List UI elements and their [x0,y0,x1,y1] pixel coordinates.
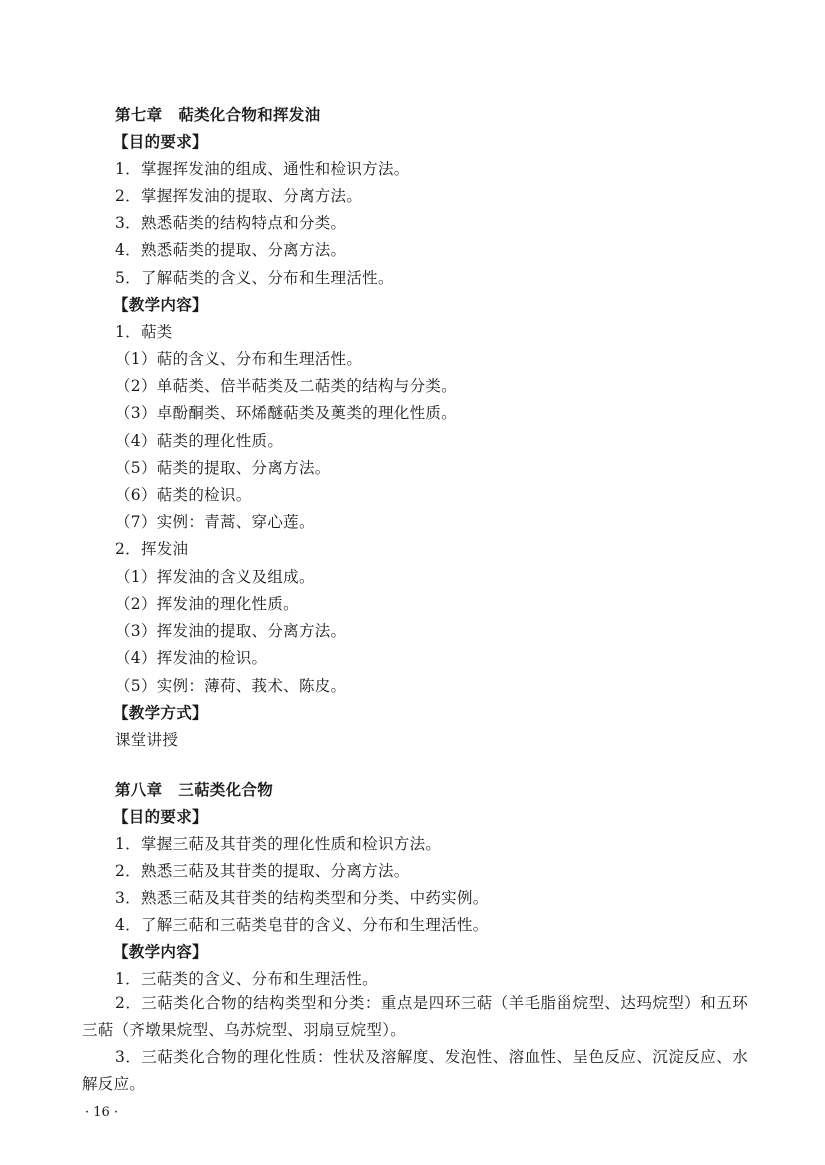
chapter7-content-item: （2）单萜类、倍半萜类及二萜类的结构与分类。 [115,377,457,395]
chapter7-goals-heading: 【目的要求】 [113,133,208,151]
chapter7-content-item: （2）挥发油的理化性质。 [115,595,299,613]
chapter7-content-item: （3）卓酚酮类、环烯醚萜类及薁类的理化性质。 [115,404,457,422]
chapter7-content-heading: 【教学内容】 [113,296,208,314]
chapter7-content-item: （4）萜类的理化性质。 [115,432,284,450]
chapter7-method-heading: 【教学方式】 [113,704,208,722]
chapter7-goal-item: 4．熟悉萜类的提取、分离方法。 [115,241,347,259]
chapter7-content-item: （5）萜类的提取、分离方法。 [115,459,331,477]
chapter8-content-paragraph: 2．三萜类化合物的结构类型和分类：重点是四环三萜（羊毛脂甾烷型、达玛烷型）和五环三萜（齐墩果烷型、乌苏烷型、羽扇豆烷型）。 [82,994,748,1039]
page-number: · 16 · [85,1105,119,1120]
chapter7-content-item: 1．萜类 [115,323,173,341]
chapter7-goal-item: 2．掌握挥发油的提取、分离方法。 [115,187,363,205]
chapter8-goal-item: 3．熟悉三萜及其苷类的结构类型和分类、中药实例。 [115,889,489,907]
chapter8-title: 第八章 三萜类化合物 [115,781,274,799]
chapter7-content-item: （7）实例：青蒿、穿心莲。 [115,513,315,531]
chapter7-goal-item: 3．熟悉萜类的结构特点和分类。 [115,214,347,232]
chapter8-goal-item: 4．了解三萜和三萜类皂苷的含义、分布和生理活性。 [115,916,489,934]
chapter8-goal-item: 2．熟悉三萜及其苷类的提取、分离方法。 [115,862,410,880]
chapter7-method-text: 课堂讲授 [115,731,179,749]
chapter7-title: 第七章 萜类化合物和挥发油 [115,106,321,124]
chapter7-goal-item: 1．掌握挥发油的组成、通性和检识方法。 [115,160,410,178]
chapter8-content-heading: 【教学内容】 [113,943,208,961]
chapter7-content-item: （4）挥发油的检识。 [115,649,268,667]
chapter8-goal-item: 1．掌握三萜及其苷类的理化性质和检识方法。 [115,835,442,853]
chapter7-content-item: （3）挥发油的提取、分离方法。 [115,622,347,640]
chapter7-content-item: （1）挥发油的含义及组成。 [115,568,315,586]
chapter8-content-paragraph: 3．三萜类化合物的理化性质：性状及溶解度、发泡性、溶血性、呈色反应、沉淀反应、水解反应。 [82,1048,748,1093]
chapter7-content-item: （1）萜的含义、分布和生理活性。 [115,350,363,368]
chapter7-content-item: （5）实例：薄荷、莪术、陈皮。 [115,677,347,695]
chapter7-content-item: （6）萜类的检识。 [115,486,252,504]
chapter7-goal-item: 5．了解萜类的含义、分布和生理活性。 [115,269,394,287]
chapter7-content-item: 2．挥发油 [115,540,189,558]
chapter8-goals-heading: 【目的要求】 [113,808,208,826]
chapter8-content-item: 1．三萜类的含义、分布和生理活性。 [115,970,378,988]
